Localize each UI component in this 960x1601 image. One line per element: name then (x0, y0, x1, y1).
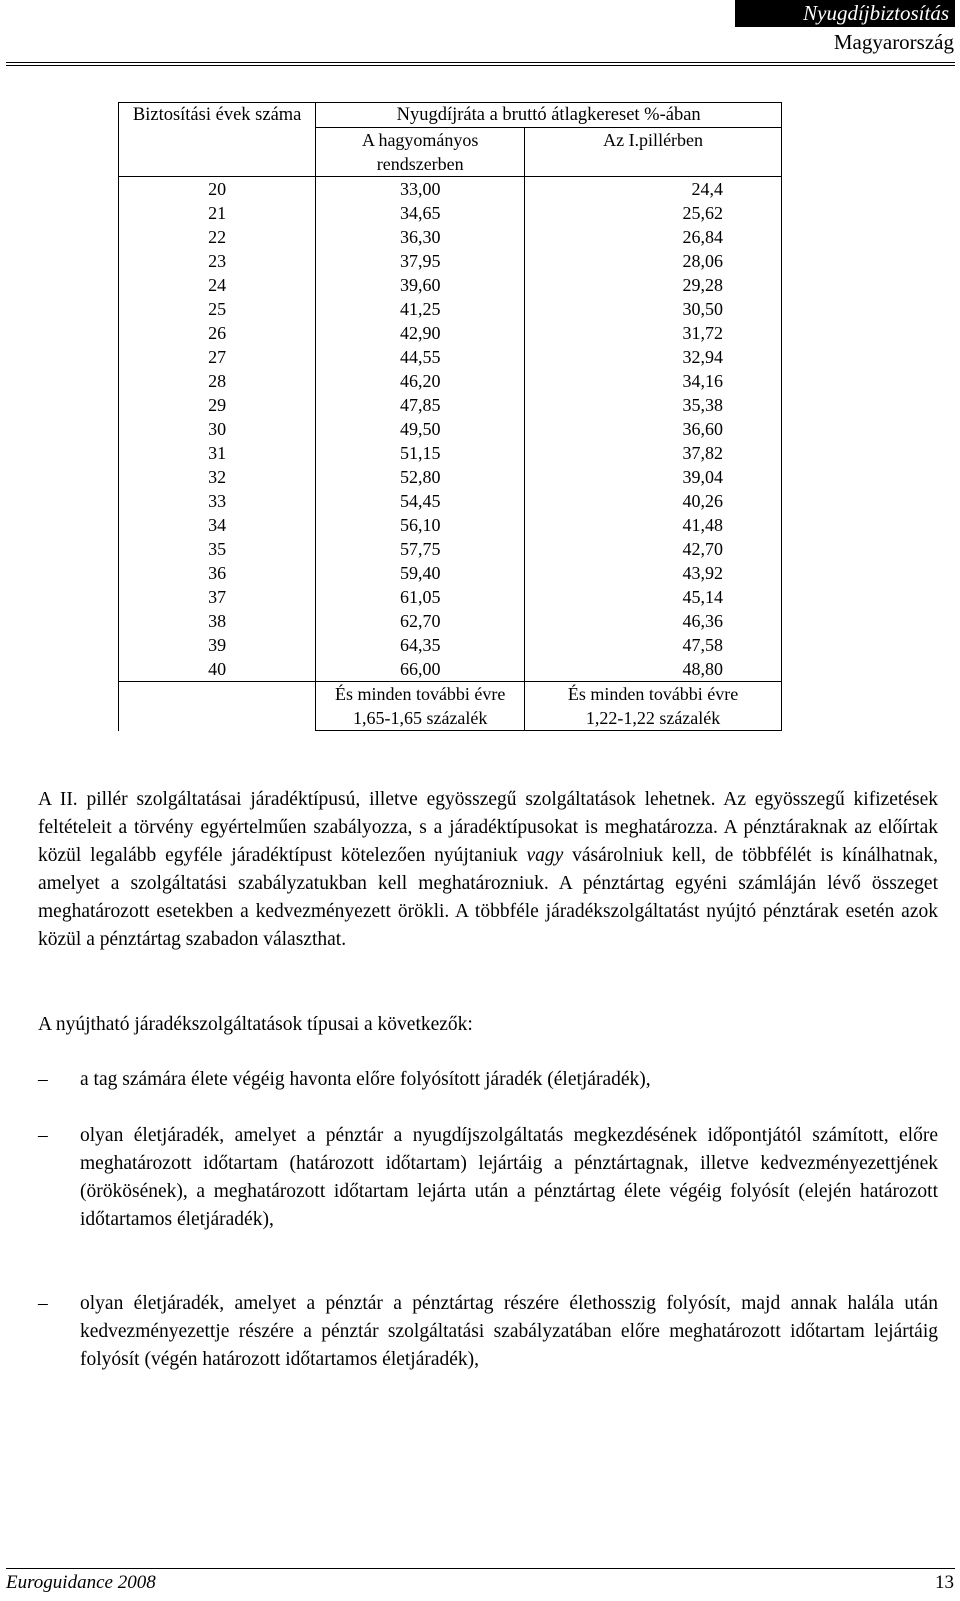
table-row (119, 321, 782, 345)
paragraph-pillar2 (38, 786, 938, 954)
cell-years: 22 (119, 225, 316, 249)
cell-pillar1: 30,50 (525, 297, 782, 321)
table-row (119, 297, 782, 321)
cell-years: 36 (119, 561, 316, 585)
cell-traditional: 33,00 (316, 177, 525, 202)
table-row (119, 273, 782, 297)
cell-pillar1: 42,70 (525, 537, 782, 561)
cell-traditional: 37,95 (316, 249, 525, 273)
footer-rule (6, 1568, 955, 1569)
cell-years: 35 (119, 537, 316, 561)
cell-pillar1: 24,4 (525, 177, 782, 202)
cell-pillar1: 31,72 (525, 321, 782, 345)
cell-years: 28 (119, 369, 316, 393)
cell-years: 31 (119, 441, 316, 465)
cell-years: 26 (119, 321, 316, 345)
pension-rate-table (118, 102, 782, 731)
cell-traditional: 61,05 (316, 585, 525, 609)
cell-traditional: 36,30 (316, 225, 525, 249)
header-subtitle: Magyarország (833, 30, 954, 54)
col-header-traditional-1: A hagyományos (316, 128, 525, 153)
table-row (119, 201, 782, 225)
cell-years: 24 (119, 273, 316, 297)
table-row (119, 513, 782, 537)
table-row (119, 417, 782, 441)
cell-footer-pillar1: 1,22-1,22 százalék (525, 706, 782, 731)
table-row (119, 393, 782, 417)
list-item (38, 1290, 938, 1374)
cell-pillar1: 48,80 (525, 657, 782, 682)
cell-traditional: 56,10 (316, 513, 525, 537)
cell-traditional: 66,00 (316, 657, 525, 682)
dash-marker: – (38, 1069, 48, 1090)
cell-years: 39 (119, 633, 316, 657)
dash-marker: – (38, 1293, 48, 1314)
cell-traditional: 54,45 (316, 489, 525, 513)
table-row (119, 225, 782, 249)
list-item (38, 1122, 938, 1234)
cell-pillar1: 26,84 (525, 225, 782, 249)
cell-traditional: 39,60 (316, 273, 525, 297)
cell-pillar1: 37,82 (525, 441, 782, 465)
cell-pillar1: 34,16 (525, 369, 782, 393)
cell-pillar1: 43,92 (525, 561, 782, 585)
paragraph-emphasis: vagy (526, 845, 564, 866)
cell-pillar1: 40,26 (525, 489, 782, 513)
cell-footer-pillar1: És minden további évre (525, 682, 782, 707)
table-row (119, 465, 782, 489)
dash-marker: – (38, 1125, 48, 1146)
header-title: Nyugdíjbiztosítás (735, 0, 955, 27)
table-row (119, 537, 782, 561)
cell-pillar1: 25,62 (525, 201, 782, 225)
cell-traditional: 52,80 (316, 465, 525, 489)
cell-years: 20 (119, 177, 316, 202)
table-row (119, 369, 782, 393)
paragraph-part2: vásárolniuk kell, de többfélét is kínálhatnak, amelyet a szolgáltatási szabályzatukban kell meghatározniuk. A pénztártag egyéni számláján lévő összeget meghatározott esetekben a kedvezményezett örökli. A többféle járadékszolgáltatást nyújtó pénztárak esetén azok közül a pénztártag szabadon választhat. (38, 845, 938, 950)
cell-footer-traditional: És minden további évre (316, 682, 525, 707)
cell-pillar1: 36,60 (525, 417, 782, 441)
cell-traditional: 34,65 (316, 201, 525, 225)
cell-years: 25 (119, 297, 316, 321)
table-row (119, 561, 782, 585)
table-row (119, 345, 782, 369)
cell-pillar1: 28,06 (525, 249, 782, 273)
table-row (119, 441, 782, 465)
cell-pillar1: 32,94 (525, 345, 782, 369)
cell-pillar1: 46,36 (525, 609, 782, 633)
cell-years: 32 (119, 465, 316, 489)
list-item-text: a tag számára élete végéig havonta előre folyósított járadék (életjáradék), (80, 1069, 651, 1090)
cell-years: 30 (119, 417, 316, 441)
cell-pillar1: 35,38 (525, 393, 782, 417)
col-header-traditional-2: rendszerben (316, 152, 525, 177)
table-row (119, 489, 782, 513)
col-header-pillar1: Az I.pillérben (525, 128, 782, 177)
cell-pillar1: 47,58 (525, 633, 782, 657)
table-row (119, 177, 782, 202)
header-rule-double (6, 65, 955, 66)
cell-years: 33 (119, 489, 316, 513)
cell-pillar1: 41,48 (525, 513, 782, 537)
cell-pillar1: 45,14 (525, 585, 782, 609)
table-row (119, 585, 782, 609)
cell-empty (119, 682, 316, 731)
paragraph-part1: A II. pillér szolgáltatásai járadéktípusú, illetve egyösszegű szolgáltatások lehetnek. Az egyösszegű kifizetések feltételeit a törvény egyértelműen szabályozza, s a járadéktípusokat is meghatározza. A pénztáraknak az előírtak közül legalább egyféle járadéktípust kötelezően nyújtaniuk (38, 789, 938, 866)
col-group-header: Nyugdíjráta a bruttó átlagkereset %-ában (316, 103, 782, 128)
cell-traditional: 44,55 (316, 345, 525, 369)
list-intro: A nyújtható járadékszolgáltatások típusai a következők: (38, 1014, 473, 1035)
table-row (119, 609, 782, 633)
cell-traditional: 49,50 (316, 417, 525, 441)
list-item-text: olyan életjáradék, amelyet a pénztár a pénztártag részére élethosszig folyósít, majd annak halála után kedvezményezettje részére a pénztár szolgáltatási szabályzatában előre meghatározott időtartam lejártáig folyósít (végén határozott időtartamos életjáradék), (80, 1293, 938, 1370)
cell-traditional: 51,15 (316, 441, 525, 465)
cell-traditional: 47,85 (316, 393, 525, 417)
page-number: 13 (935, 1572, 954, 1593)
cell-traditional: 57,75 (316, 537, 525, 561)
col-header-years: Biztosítási évek száma (119, 103, 316, 177)
cell-years: 34 (119, 513, 316, 537)
cell-years: 23 (119, 249, 316, 273)
cell-years: 29 (119, 393, 316, 417)
footer-source: Euroguidance 2008 (6, 1572, 156, 1593)
cell-years: 37 (119, 585, 316, 609)
cell-traditional: 41,25 (316, 297, 525, 321)
cell-traditional: 46,20 (316, 369, 525, 393)
cell-years: 40 (119, 657, 316, 682)
cell-pillar1: 29,28 (525, 273, 782, 297)
table-row (119, 657, 782, 682)
cell-traditional: 62,70 (316, 609, 525, 633)
cell-traditional: 64,35 (316, 633, 525, 657)
cell-footer-traditional: 1,65-1,65 százalék (316, 706, 525, 731)
cell-pillar1: 39,04 (525, 465, 782, 489)
cell-years: 38 (119, 609, 316, 633)
cell-traditional: 42,90 (316, 321, 525, 345)
list-item-text: olyan életjáradék, amelyet a pénztár a nyugdíjszolgáltatás megkezdésének időpontjától számított, előre meghatározott időtartam (határozott időtartam) lejártáig a pénztártagnak, illetve kedvezményezettjének (örökösének), a meghatározott időtartam lejárta után a pénztártag élete végéig folyósít (elején határozott időtartamos életjáradék), (80, 1125, 938, 1230)
table-footer-row (119, 682, 782, 707)
cell-traditional: 59,40 (316, 561, 525, 585)
list-item (38, 1066, 938, 1094)
table-row (119, 249, 782, 273)
table-row (119, 633, 782, 657)
cell-years: 27 (119, 345, 316, 369)
cell-years: 21 (119, 201, 316, 225)
header-rule (6, 62, 955, 63)
